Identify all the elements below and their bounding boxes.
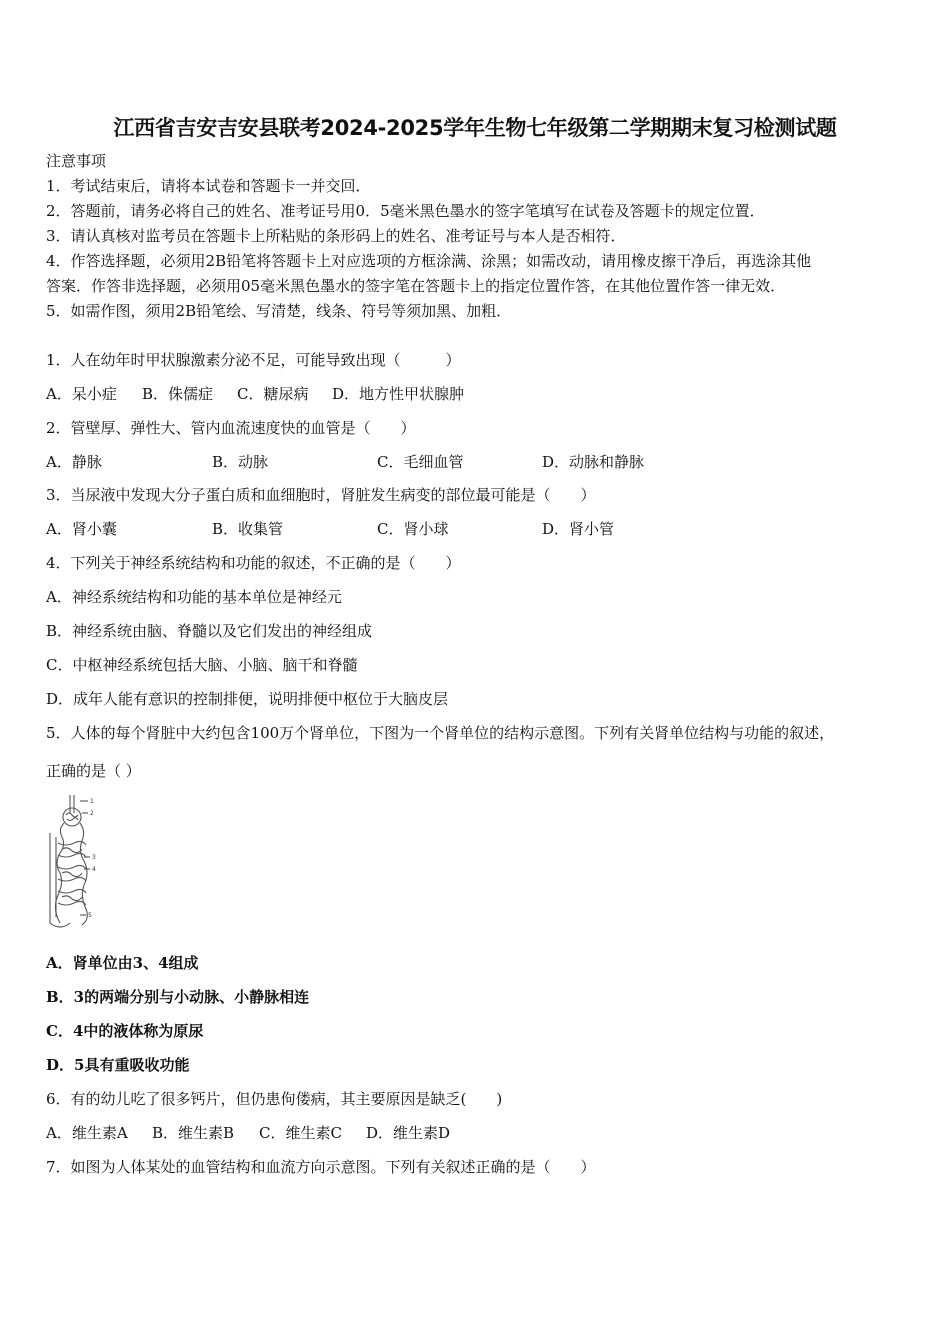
question-3-stem: 3．当尿液中发现大分子蛋白质和血细胞时，肾脏发生病变的部位最可能是（ ）	[46, 486, 596, 504]
option-a: A．神经系统结构和功能的基本单位是神经元	[46, 588, 342, 606]
figure-label-1: 1	[90, 798, 94, 805]
question-4-stem: 4．下列关于神经系统结构和功能的叙述，不正确的是（ ）	[46, 554, 461, 572]
figure-label-3: 3	[92, 854, 96, 861]
option-a: A．维生素A	[46, 1124, 128, 1142]
notice-heading: 注意事项	[46, 152, 107, 170]
notice-item: 2．答题前，请务必将自己的姓名、准考证号用0．5毫米黑色墨水的签字笔填写在试卷及答题卡的规定位置．	[46, 202, 765, 220]
option-d: D．动脉和静脉	[542, 453, 645, 471]
figure-label-4: 4	[92, 866, 96, 873]
option-b: B．侏儒症	[142, 385, 214, 403]
option-b: B．3的两端分别与小动脉、小静脉相连	[46, 988, 310, 1006]
question-5-stem-continued: 正确的是（ ）	[46, 762, 141, 780]
option-b: B．神经系统由脑、脊髓以及它们发出的神经组成	[46, 622, 373, 640]
option-d: D．地方性甲状腺肿	[332, 385, 465, 403]
question-1-stem: 1．人在幼年时甲状腺激素分泌不足，可能导致出现（ ）	[46, 351, 461, 369]
option-d: D．5具有重吸收功能	[46, 1056, 190, 1074]
option-a: A．静脉	[46, 453, 102, 471]
option-c: C．糖尿病	[237, 385, 309, 403]
notice-item: 答案．作答非选择题，必须用05毫米黑色墨水的签字笔在答题卡上的指定位置作答，在其他位置作答一律无效．	[46, 277, 786, 295]
option-c: C．4中的液体称为原尿	[46, 1022, 204, 1040]
question-5-stem: 5．人体的每个肾脏中大约包含100万个肾单位，下图为一个肾单位的结构示意图。下列有关肾单位结构与功能的叙述，	[46, 724, 835, 742]
document-title: 江西省吉安吉安县联考2024-2025学年生物七年级第二学期期末复习检测试题	[113, 116, 837, 140]
question-6-stem: 6．有的幼儿吃了很多钙片，但仍患佝偻病，其主要原因是缺乏( )	[46, 1090, 503, 1108]
option-b: B．维生素B	[152, 1124, 235, 1142]
notice-item: 5．如需作图，须用2B铅笔绘、写清楚，线条、符号等须加黑、加粗．	[46, 302, 512, 320]
option-a: A．呆小症	[46, 385, 117, 403]
option-b: B．收集管	[212, 520, 284, 538]
option-d: D．成年人能有意识的控制排便，说明排便中枢位于大脑皮层	[46, 690, 449, 708]
option-c: C．中枢神经系统包括大脑、小脑、脑干和脊髓	[46, 656, 358, 674]
option-a: A．肾单位由3、4组成	[46, 954, 199, 972]
question-2-stem: 2．管壁厚、弹性大、管内血流速度快的血管是（ ）	[46, 419, 416, 437]
figure-label-2: 2	[90, 810, 94, 817]
option-c: C．毛细血管	[377, 453, 464, 471]
question-7-stem: 7．如图为人体某处的血管结构和血流方向示意图。下列有关叙述正确的是（ ）	[46, 1158, 596, 1176]
notice-item: 1．考试结束后，请将本试卷和答题卡一并交回．	[46, 177, 371, 195]
option-c: C．肾小球	[377, 520, 449, 538]
option-d: D．肾小管	[542, 520, 615, 538]
nephron-diagram	[40, 793, 100, 933]
option-b: B．动脉	[212, 453, 269, 471]
option-a: A．肾小囊	[46, 520, 117, 538]
notice-item: 4．作答选择题，必须用2B铅笔将答题卡上对应选项的方框涂满、涂黑；如需改动，请用橡皮擦干净后，再选涂其他	[46, 252, 812, 270]
option-c: C．维生素C	[259, 1124, 342, 1142]
notice-item: 3．请认真核对监考员在答题卡上所粘贴的条形码上的姓名、准考证号与本人是否相符．	[46, 227, 626, 245]
figure-label-5: 5	[88, 912, 92, 919]
option-d: D．维生素D	[366, 1124, 451, 1142]
